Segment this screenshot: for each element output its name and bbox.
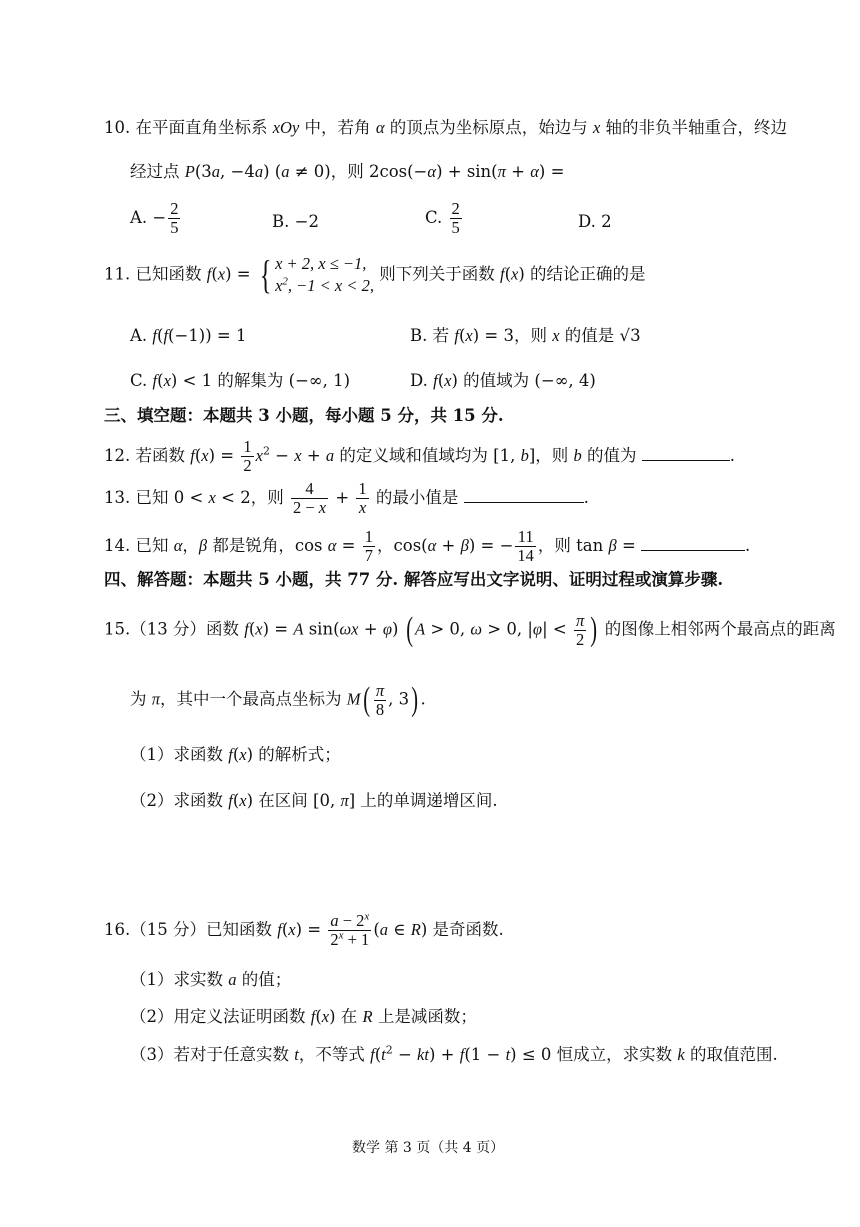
q12: 12. 若函数 f(x) = $\frac{1}{2}$ $x^2 - x + a$ 的定义域和值域均为 [1, b]，则 b 的值为 .	[104, 437, 736, 475]
q15-part2: （2）求函数 f(x) 在区间 [0, π] 上的单调递增区间.	[130, 791, 498, 810]
q14: 14. 已知 α，β 都是锐角，cos α = $\frac{1}{7}$ ，cos(α + β) = − $\frac{11}{14}$ ，则 tan β = .	[104, 527, 751, 565]
q16-part1: （1）求实数 a 的值；	[130, 970, 292, 989]
q11-option-d: D. f(x) 的值域为 (−∞, 4)	[410, 371, 596, 390]
q10-line1: 10. 在平面直角坐标系 xOy 中，若角 α 的顶点为坐标原点，始边与 x 轴的非负半轴重合，终边	[104, 118, 788, 137]
q15-line2: 为 π，其中一个最高点坐标为 M( $\frac{\pi}{8}$ , 3) .	[130, 680, 426, 719]
q10-option-b: B. −2	[272, 212, 319, 231]
page-footer: 数学 第 3 页（共 4 页）	[352, 1140, 505, 1156]
q10-line2: 经过点 P(3a, −4a) (a ≠ 0)，则 2cos(−α) + sin(π + α) =	[130, 162, 565, 181]
q11-option-a: A. f(f(−1)) = 1	[130, 326, 247, 345]
q11-option-c: C. f(x) < 1 的解集为 (−∞, 1)	[130, 371, 351, 390]
q11-stem: 11. 已知函数 f(x) = { x + 2, x ≤ −1, $x^2$, −1 < x < 2, 则下列关于函数 f(x) 的结论正确的是	[104, 252, 646, 297]
q10-option-d: D. 2	[578, 212, 612, 231]
q10-option-a: A. − $\frac{2}{5}$	[130, 199, 179, 237]
q15-line1: 15.（13 分）函数 f(x) = A sin(ωx + φ) ( A > 0, ω > 0, |φ| < $\frac{\pi}{2}$ ) 的图像上相邻两个最高点的距离	[104, 610, 836, 649]
q11-option-b: B. 若 f(x) = 3，则 x 的值是 √3	[410, 326, 641, 345]
q13: 13. 已知 0 < x < 2，则 $\frac{4}{2 - x}$ + $\frac{1}{x}$ 的最小值是 .	[104, 479, 589, 517]
q16-stem: 16.（15 分）已知函数 f(x) = $\frac{a - 2^x}{2^x + 1}$ (a ∈ R) 是奇函数.	[104, 910, 504, 949]
section-solutions-heading: 四、解答题：本题共 5 小题，共 77 分. 解答应写出文字说明、证明过程或演算步骤.	[104, 570, 724, 589]
q15-part1: （1）求函数 f(x) 的解析式；	[130, 745, 341, 764]
q16-part2: （2）用定义法证明函数 f(x) 在 R 上是减函数；	[130, 1007, 477, 1026]
q10-option-c: C. $\frac{2}{5}$	[425, 199, 460, 237]
section-fill-in-heading: 三、填空题：本题共 3 小题，每小题 5 分，共 15 分.	[104, 406, 504, 425]
q16-part3: （3）若对于任意实数 t，不等式 $f(t^2 - kt) + f(1 - t) \le 0$ 恒成立，求实数 k 的取值范围.	[130, 1043, 778, 1064]
